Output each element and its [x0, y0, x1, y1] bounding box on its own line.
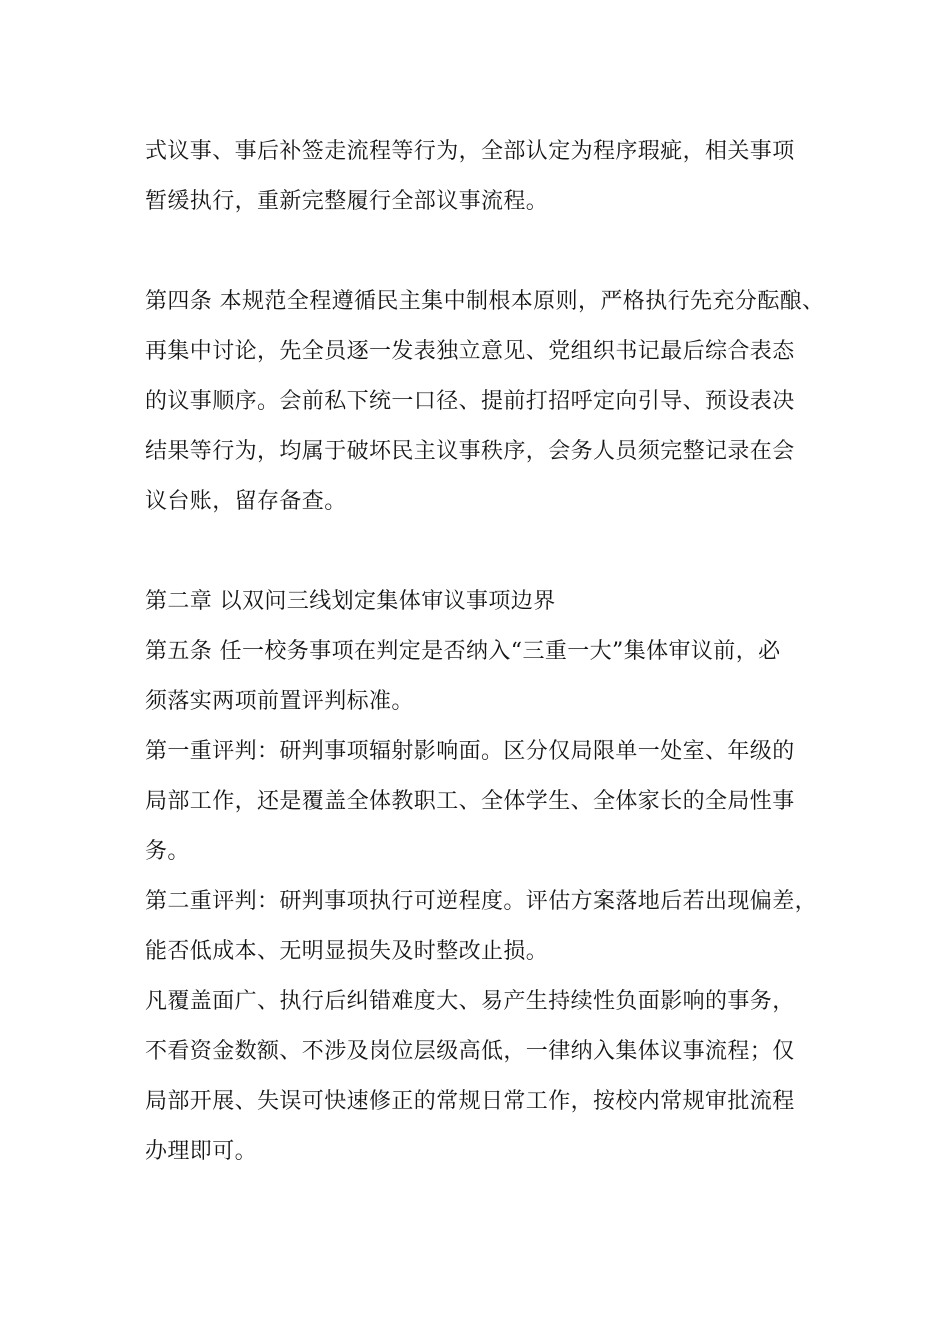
- text-line: 的议事顺序。会前私下统一口径、提前打招呼定向引导、预设表决: [145, 389, 795, 414]
- text-line: 式议事、事后补签走流程等行为，全部认定为程序瑕疵，相关事项: [145, 139, 795, 164]
- article-4-line: 第四条 本规范全程遵循民主集中制根本原则，严格执行先充分酝酿、: [145, 289, 825, 314]
- text-line: 议台账，留存备查。: [145, 489, 347, 514]
- text-line: 结果等行为，均属于破坏民主议事秩序，会务人员须完整记录在会: [145, 439, 795, 464]
- text-line: 办理即可。: [145, 1139, 258, 1164]
- chapter-2-heading: 第二章 以双问三线划定集体审议事项边界: [145, 589, 556, 614]
- text-line: 再集中讨论，先全员逐一发表独立意见、党组织书记最后综合表态: [145, 339, 795, 364]
- criterion-1-line: 第一重评判：研判事项辐射影响面。区分仅局限单一处室、年级的: [145, 739, 795, 764]
- text-line: 不看资金数额、不涉及岗位层级高低，一律纳入集体议事流程；仅: [145, 1039, 795, 1064]
- text-line: 局部开展、失误可快速修正的常规日常工作，按校内常规审批流程: [145, 1089, 795, 1114]
- text-line: 局部工作，还是覆盖全体教职工、全体学生、全体家长的全局性事: [145, 789, 795, 814]
- text-line: 须落实两项前置评判标准。: [145, 689, 414, 714]
- text-line: 能否低成本、无明显损失及时整改止损。: [145, 939, 549, 964]
- text-line: 暂缓执行，重新完整履行全部议事流程。: [145, 189, 549, 214]
- article-5-line: 第五条 任一校务事项在判定是否纳入“三重一大”集体审议前，必: [145, 639, 781, 664]
- text-line: 务。: [145, 839, 190, 864]
- criterion-2-line: 第二重评判：研判事项执行可逆程度。评估方案落地后若出现偏差，: [145, 889, 818, 914]
- text-line: 凡覆盖面广、执行后纠错难度大、易产生持续性负面影响的事务，: [145, 989, 795, 1014]
